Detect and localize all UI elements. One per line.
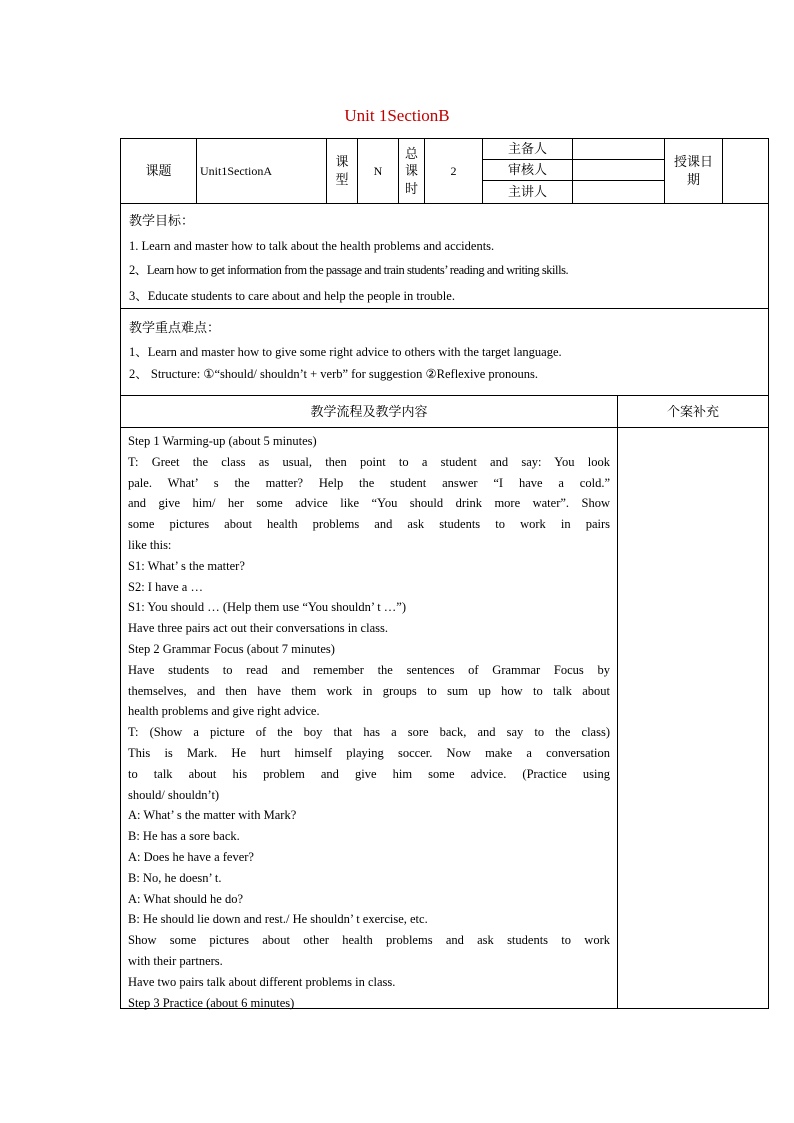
process-line: B: No, he doesn’ t. (128, 870, 222, 885)
process-line: S1: What’ s the matter? (128, 558, 245, 573)
process-line: Step 2 Grammar Focus (about 7 minutes) (128, 641, 335, 656)
process-line: Show some pictures about other health problems and ask students to work (128, 933, 610, 948)
lecturer-value (572, 180, 665, 204)
process-line: Step 1 Warming-up (about 5 minutes) (128, 434, 317, 448)
process-line: S2: I have a … (128, 579, 203, 594)
objectives-section (120, 203, 769, 309)
objective-item: 2、Learn how to get information from the passage and train students’ reading and writing skills. (129, 263, 569, 277)
process-line: This is Mark. He hurt himself playing soccer. Now make a conversation (128, 745, 610, 760)
key-points-section (120, 308, 769, 396)
objective-item: 1. Learn and master how to talk about the health problems and accidents. (129, 239, 495, 253)
process-line: health problems and give right advice. (128, 704, 320, 719)
process-line: themselves, and then have them work in groups to sum up how to talk about (128, 683, 610, 698)
reviewer-label: 审核人 (482, 159, 573, 181)
process-line: S1: You should … (Help them use “You shouldn’ t …”) (128, 600, 407, 615)
process-line: Have three pairs act out their conversations in class. (128, 621, 388, 636)
process-line: and give him/ her some advice like “You should drink more water”. Show (128, 496, 610, 511)
process-line: Step 3 Practice (about 6 minutes) (128, 995, 295, 1010)
process-line: A: What should he do? (128, 891, 244, 906)
date-label: 授课日期 (664, 138, 723, 204)
process-line: like this: (128, 537, 172, 552)
topic-value: Unit1SectionA (196, 138, 327, 204)
type-label: 课型 (326, 138, 358, 204)
document-title: Unit 1SectionB (344, 106, 450, 125)
process-line: should/ shouldn’t) (128, 787, 220, 802)
supplement-heading: 个案补充 (617, 395, 769, 428)
process-line: some pictures about health problems and ask students to work in pairs (128, 517, 610, 532)
key-point-item: 2、 Structure: ①“should/ shouldn’t + verb” for suggestion ②Reflexive pronouns. (129, 367, 539, 381)
objectives-heading: 教学目标： (129, 213, 195, 228)
key-point-item: 1、Learn and master how to give some right advice to others with the target language. (129, 345, 562, 359)
process-line: pale. What’ s the matter? Help the student answer “I have a cold.” (128, 475, 610, 490)
topic-label: 课题 (120, 138, 197, 204)
process-line: Have two pairs talk about different problems in class. (128, 974, 396, 989)
process-line: with their partners. (128, 953, 223, 968)
supplement-content (617, 427, 769, 1009)
process-line: A: What’ s the matter with Mark? (128, 808, 297, 823)
process-content (120, 427, 618, 1009)
preparer-label: 主备人 (482, 138, 573, 160)
preparer-value (572, 138, 665, 160)
type-value: N (357, 138, 399, 204)
process-line: T: (Show a picture of the boy that has a sore back, and say to the class) (128, 725, 610, 740)
process-line: to talk about his problem and give him some advice. (Practice using (128, 766, 610, 781)
reviewer-value (572, 159, 665, 181)
key-points-heading: 教学重点难点： (129, 320, 221, 335)
objective-item: 3、Educate students to care about and help the people in trouble. (129, 289, 455, 303)
process-heading: 教学流程及教学内容 (120, 395, 618, 428)
process-line: B: He should lie down and rest./ He shouldn’ t exercise, etc. (128, 912, 428, 927)
process-line: A: Does he have a fever? (128, 849, 254, 864)
hours-value: 2 (424, 138, 483, 204)
date-value (722, 138, 769, 204)
process-line: T: Greet the class as usual, then point to a student and say: You look (128, 454, 610, 469)
hours-label: 总课时 (398, 138, 425, 204)
lecturer-label: 主讲人 (482, 180, 573, 204)
process-line: Have students to read and remember the sentences of Grammar Focus by (128, 662, 610, 677)
process-line: B: He has a sore back. (128, 829, 240, 844)
